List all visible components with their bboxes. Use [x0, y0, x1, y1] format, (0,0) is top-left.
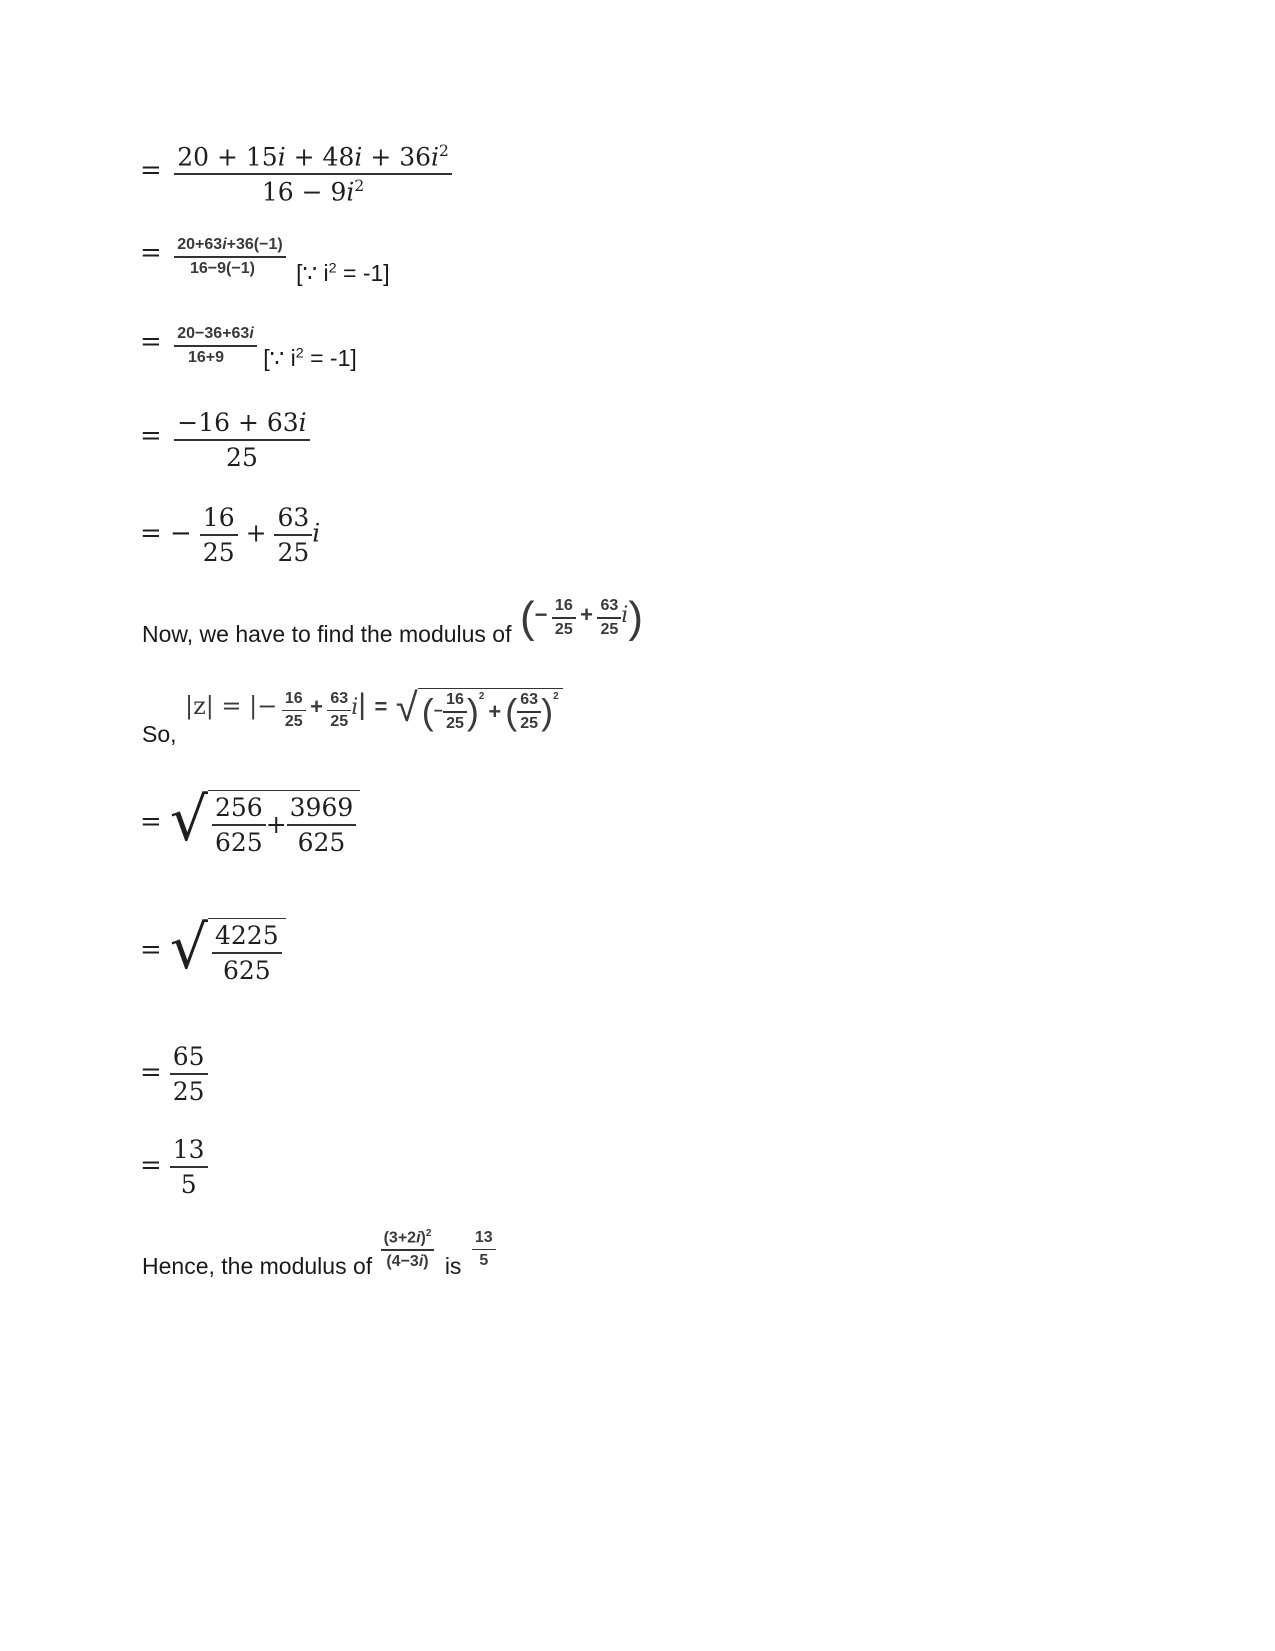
denominator: 16−9(−1): [190, 259, 255, 277]
denominator: 25: [330, 713, 349, 730]
right-paren: ): [541, 690, 554, 732]
step-2: [140, 236, 390, 286]
numerator: 16: [554, 597, 573, 615]
numerator: 4225: [214, 921, 279, 950]
fraction-63-25: [274, 503, 312, 567]
denominator: 25: [172, 1076, 205, 1106]
exponent: 2: [553, 691, 559, 702]
fraction: [212, 921, 282, 985]
radicand: [208, 918, 286, 985]
fraction-16-25: [200, 503, 238, 567]
numerator: 13: [172, 1135, 205, 1164]
numerator: 16: [202, 503, 235, 532]
right-paren: ): [466, 690, 479, 732]
fraction: [287, 793, 357, 857]
equals-minus: = −: [140, 518, 192, 549]
step-5: [140, 503, 320, 567]
fraction: [170, 1042, 208, 1106]
numerator: −16 + 63i: [177, 408, 307, 437]
minus-sign: −: [534, 602, 548, 628]
left-paren: (: [519, 593, 535, 642]
fraction: [443, 691, 467, 733]
denominator: 5: [180, 1169, 197, 1199]
fraction: [174, 408, 309, 472]
left-paren: (: [505, 690, 518, 732]
radical-sign: √: [169, 913, 208, 983]
fraction: [174, 325, 257, 367]
equals-sign: =: [140, 237, 162, 268]
plus-sign: +: [580, 602, 594, 628]
plus-sign: +: [245, 518, 267, 548]
denominator: 25: [520, 714, 539, 732]
plus-sign: +: [310, 694, 323, 720]
numerator: $(3+2i)^2$: [383, 1228, 432, 1247]
imaginary-unit: i: [312, 518, 321, 548]
equals-sign: =: [140, 934, 162, 965]
modulus-sentence: [142, 593, 643, 648]
plus-sign: +: [265, 810, 287, 840]
conclusion-text: Hence, the modulus of: [142, 1252, 373, 1279]
so-label: So,: [142, 721, 177, 748]
denominator: 16+9: [187, 348, 225, 366]
numerator: 16: [446, 691, 464, 708]
denominator: (4−3i): [386, 1252, 429, 1270]
radicand: [208, 790, 360, 857]
equals-sign: =: [140, 806, 162, 837]
fraction: [170, 1135, 208, 1199]
step-3: [140, 325, 357, 371]
fraction: [517, 691, 541, 733]
denominator: 25: [284, 713, 303, 730]
imaginary-unit: i: [351, 695, 359, 721]
numerator: 20+63i+36(−1): [177, 236, 283, 253]
radicand: [418, 688, 563, 733]
step-4: [140, 408, 310, 472]
square-root: [169, 913, 286, 985]
equals-sign: =: [374, 694, 388, 720]
abs-z: |z| = |−: [184, 692, 278, 721]
right-paren: ): [628, 593, 643, 642]
abs-bar: |: [358, 688, 367, 722]
fraction: [174, 236, 285, 278]
fraction: [327, 690, 351, 732]
denominator: $16 - 9i^2$: [261, 176, 365, 207]
minus-sign: −: [433, 702, 444, 720]
modulus-equation: [184, 686, 563, 732]
left-paren: (: [421, 690, 434, 732]
imaginary-unit: i: [621, 603, 629, 629]
numerator: 63: [520, 691, 539, 708]
answer-fraction: [472, 1229, 496, 1271]
numerator: 256: [214, 793, 263, 822]
fraction: [597, 597, 621, 639]
fraction: [552, 597, 576, 639]
numerator: 16: [284, 689, 303, 707]
exponent: 2: [478, 691, 485, 702]
denominator: 25: [226, 442, 258, 472]
numerator: 65: [172, 1042, 205, 1071]
step-7: [140, 913, 286, 985]
modulus-expression: [519, 593, 643, 642]
equals-sign: =: [140, 155, 162, 186]
radical-sign: √: [395, 686, 418, 730]
equals-sign: =: [140, 1150, 162, 1181]
denominator: 25: [446, 714, 464, 732]
fraction: [212, 793, 266, 857]
sentence-text: Now, we have to find the modulus of: [142, 621, 512, 648]
conclusion: [142, 1228, 496, 1279]
numerator: 63: [330, 689, 349, 707]
equals-sign: =: [140, 326, 162, 357]
denominator: 625: [297, 827, 346, 857]
expression-fraction: [381, 1228, 435, 1271]
numerator: $20 + 15i + 48i + 36i^2$: [177, 142, 449, 172]
equals-sign: =: [140, 420, 162, 451]
numerator: 20−36+63i: [177, 325, 254, 342]
equals-sign: =: [140, 1057, 162, 1088]
numerator: 63: [600, 597, 619, 615]
step-9: [140, 1135, 208, 1199]
denominator: 5: [479, 1252, 489, 1270]
denominator: 625: [214, 827, 263, 857]
square-root: [169, 785, 361, 857]
step-1: [140, 142, 452, 206]
denominator: 25: [202, 537, 235, 567]
denominator: 25: [600, 620, 619, 638]
step-6: [140, 785, 360, 857]
fraction: [282, 690, 306, 732]
denominator: 625: [222, 955, 271, 985]
so-line: [142, 686, 563, 748]
numerator: 3969: [289, 793, 354, 822]
denominator: 25: [554, 620, 573, 638]
numerator: 13: [474, 1228, 493, 1246]
is-word: is: [444, 1252, 462, 1279]
radical-sign: √: [169, 785, 208, 855]
numerator: 63: [277, 503, 310, 532]
note: [∵ $i^2 = -1$]: [263, 344, 357, 371]
note: [∵ $i^2 = -1$]: [296, 259, 390, 286]
step-8: [140, 1042, 208, 1106]
fraction: [174, 142, 452, 206]
denominator: 25: [277, 537, 310, 567]
square-root: [396, 688, 563, 733]
plus-sign: +: [488, 698, 502, 724]
